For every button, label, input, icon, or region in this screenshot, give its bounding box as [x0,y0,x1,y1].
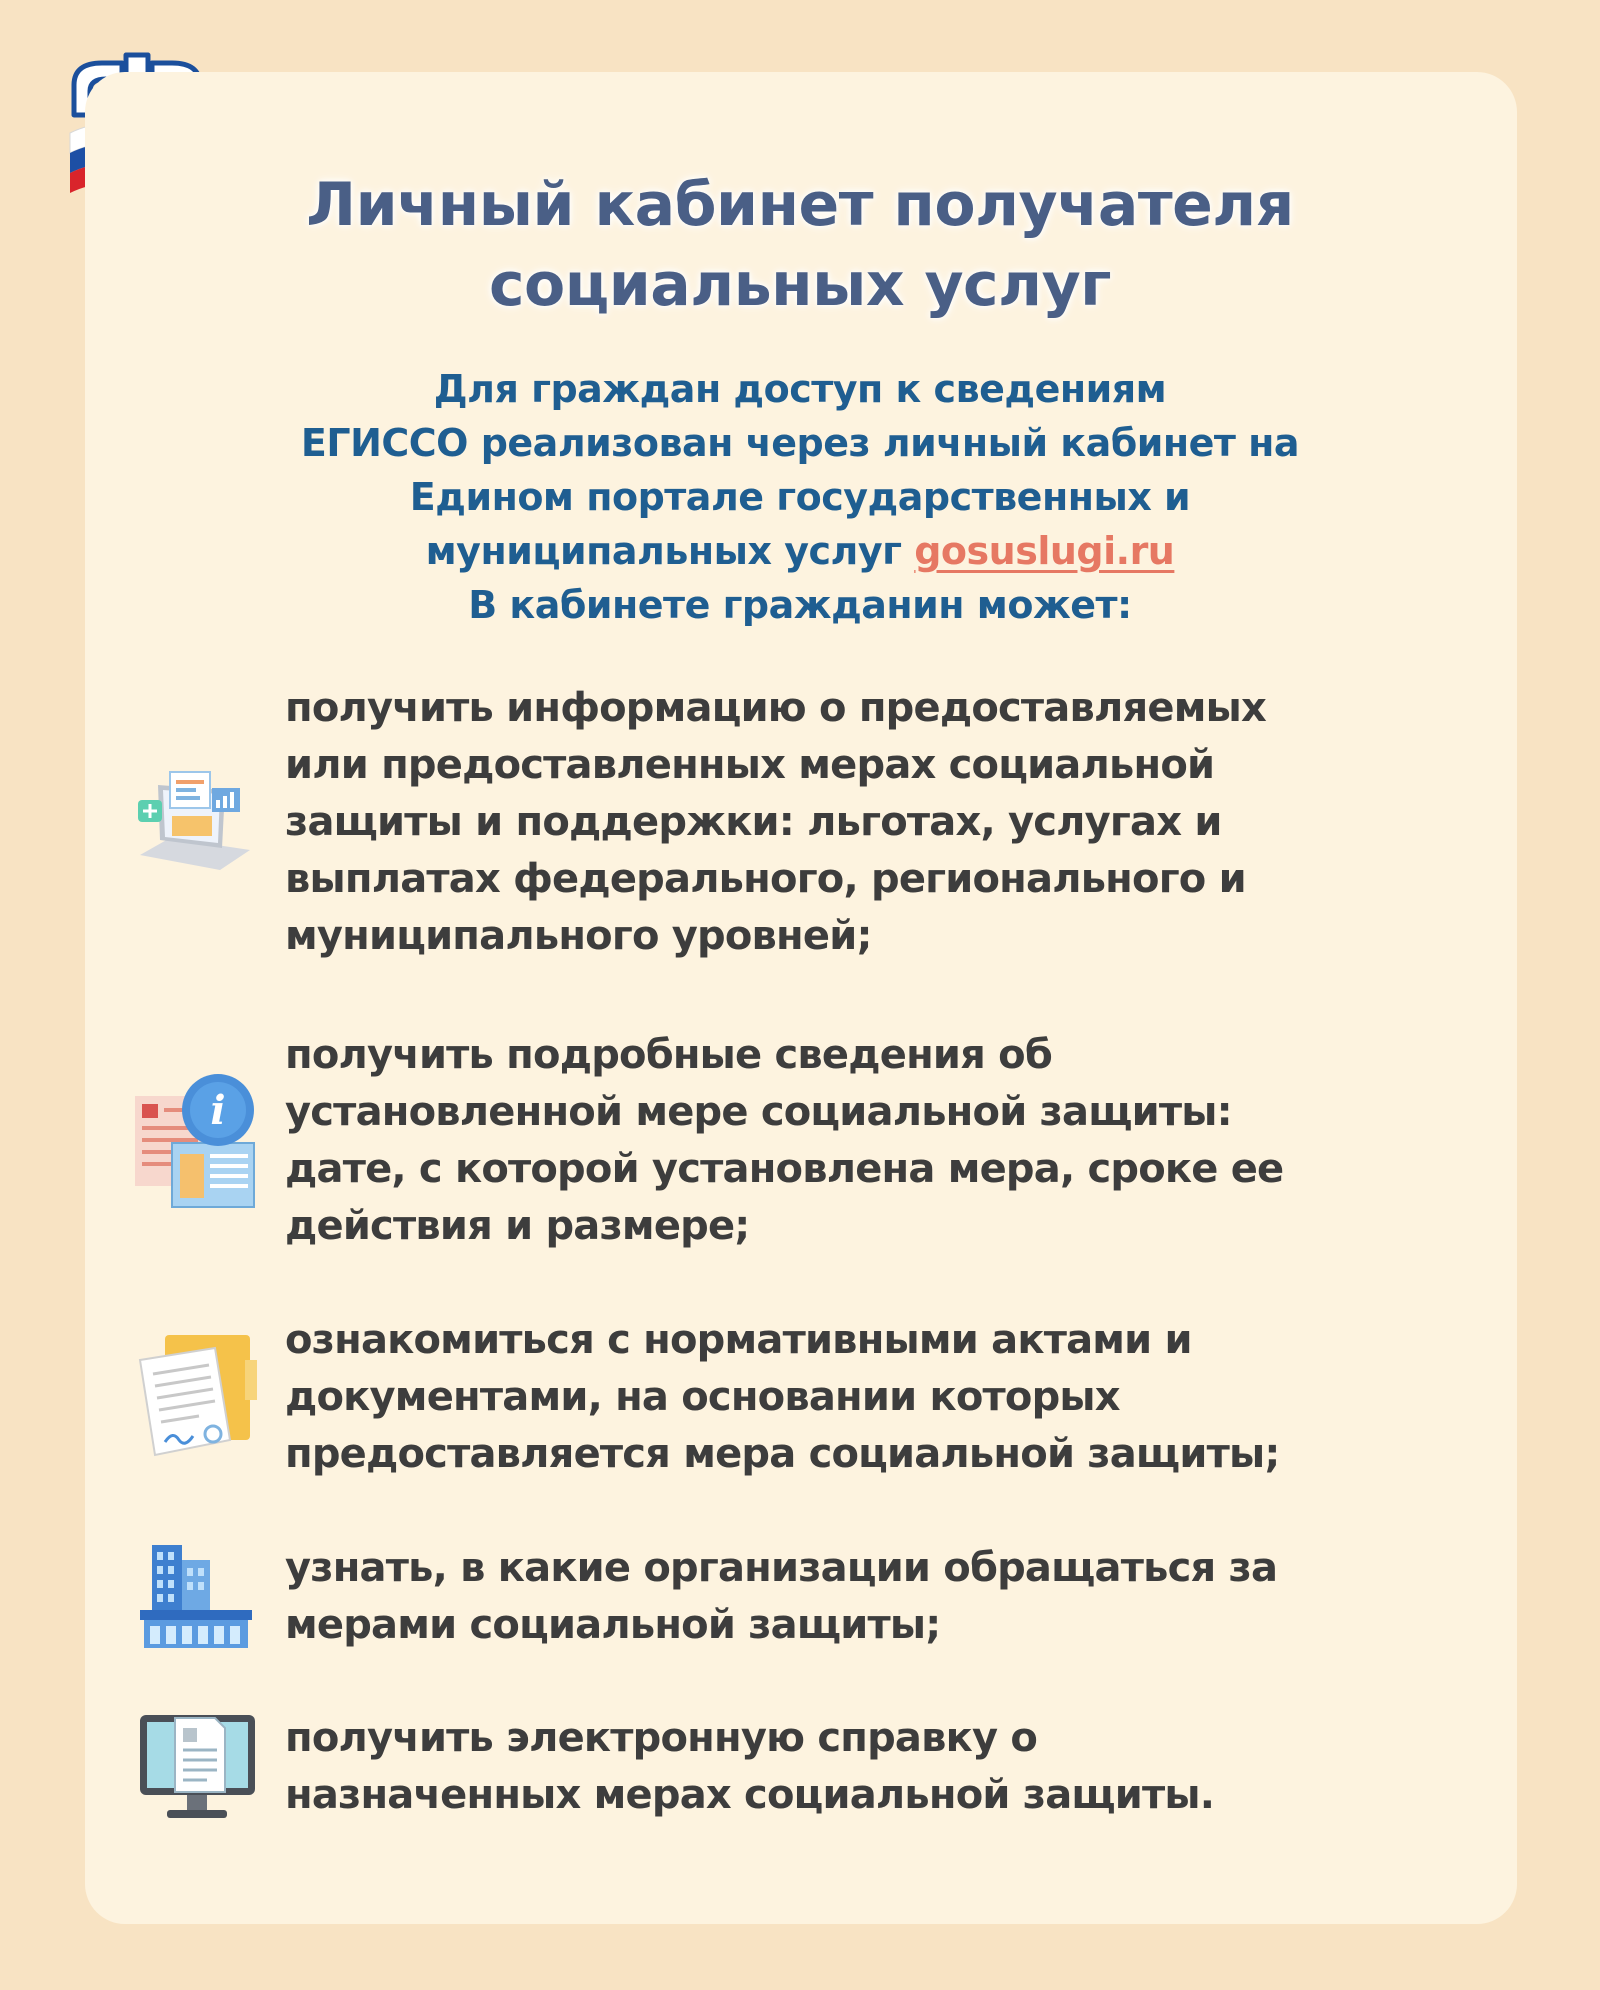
item-1-line-1: получить информацию о предоставляемых [285,685,1266,731]
item-5-line-2: назначенных мерах социальной защиты. [285,1772,1215,1818]
list-item-3 [285,1312,1435,1483]
list-item-1 [285,680,1435,965]
gosuslugi-link[interactable]: gosuslugi.ru [914,529,1175,573]
intro-line-5: В кабинете гражданин может: [468,583,1132,627]
page-title [150,165,1450,325]
list-item-2 [285,1027,1435,1255]
svg-text:i: i [210,1087,226,1134]
list-item-5 [285,1710,1435,1824]
list-item-4 [285,1540,1435,1654]
intro-line-1: Для граждан доступ к сведениям [433,367,1167,411]
intro-line-3: Едином портале государственных и [409,475,1191,519]
item-2-line-3: дате, с которой установлена мера, сроке ее [285,1146,1284,1192]
monitor-document-icon [135,1710,260,1825]
info-document-icon [130,1068,260,1213]
title-line-2: социальных услуг [488,250,1112,320]
item-4-line-1: узнать, в какие организации обращаться за [285,1545,1278,1591]
item-2-line-1: получить подробные сведения об [285,1032,1052,1078]
item-4-line-2: мерами социальной защиты; [285,1602,941,1648]
item-3-line-3: предоставляется мера социальной защиты; [285,1431,1280,1477]
item-1-line-3: защиты и поддержки: льготах, услугах и [285,799,1222,845]
item-1-line-4: выплатах федерального, регионального и [285,856,1246,902]
item-1-line-2: или предоставленных мерах социальной [285,742,1215,788]
laptop-dashboard-icon [130,760,255,885]
title-line-1: Личный кабинет получателя [306,170,1294,240]
item-1-line-5: муниципального уровней; [285,913,872,959]
office-building-icon [140,1540,255,1650]
item-2-line-4: действия и размере; [285,1203,750,1249]
item-3-line-2: документами, на основании которых [285,1374,1120,1420]
item-3-line-1: ознакомиться с нормативными актами и [285,1317,1192,1363]
item-5-line-1: получить электронную справку о [285,1715,1038,1761]
item-2-line-2: установленной мере социальной защиты: [285,1089,1232,1135]
intro-line-4 [150,524,1450,578]
intro-line-4-prefix: муниципальных услуг [425,529,915,573]
intro-line-2: ЕГИССО реализован через личный кабинет на [300,421,1300,465]
signed-documents-icon [135,1330,260,1465]
intro-text [150,362,1450,632]
